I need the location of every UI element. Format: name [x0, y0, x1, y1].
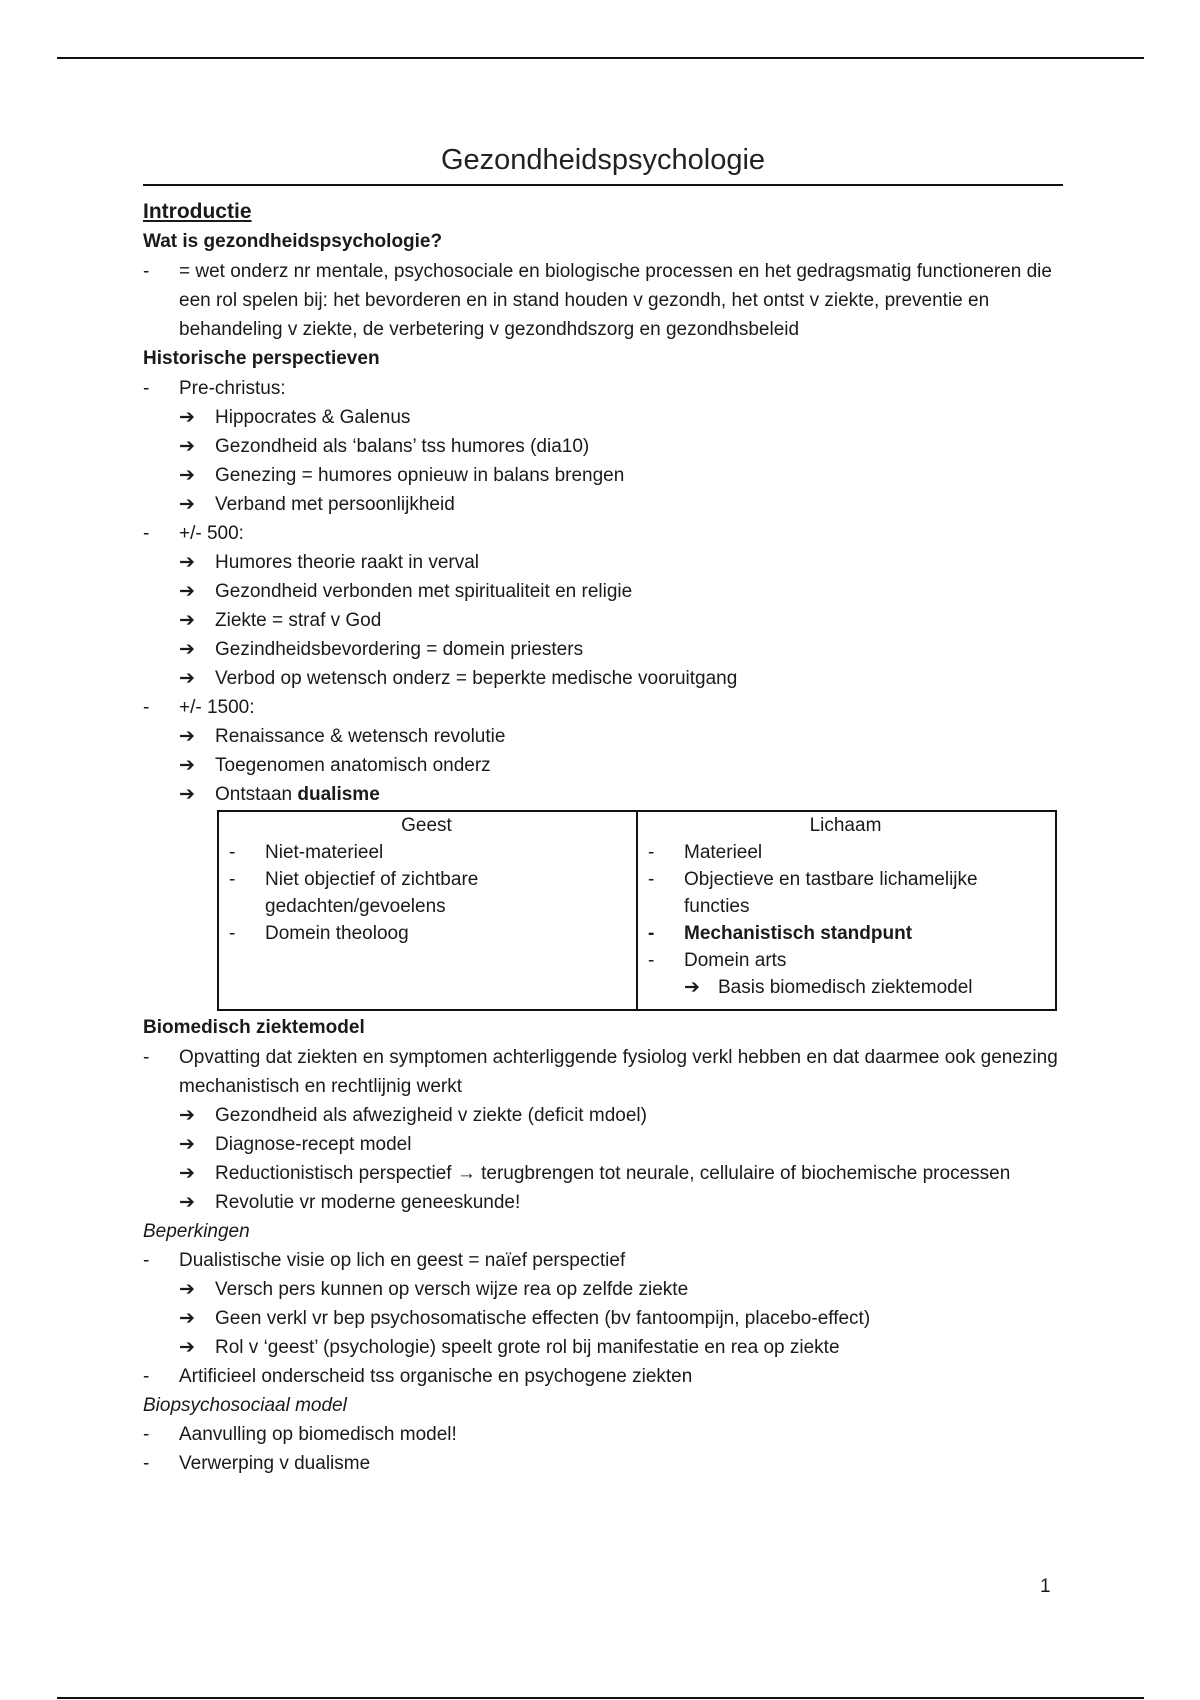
arrow-icon: ➔	[179, 494, 195, 515]
list-item: ➔ Diagnose-recept model	[143, 1130, 1063, 1159]
table-item: - Niet objectief of zichtbare gedachten/gevoelens	[227, 866, 626, 920]
period-label: - Pre-christus:	[143, 374, 1063, 403]
table-cell-mind	[218, 811, 637, 1010]
arrow-icon: ➔	[179, 1192, 195, 1213]
document-body	[143, 140, 1063, 1478]
table-item: - Materieel	[646, 839, 1045, 866]
list-item: ➔ Toegenomen anatomisch onderz	[143, 751, 1063, 780]
list-item: ➔ Ziekte = straf v God	[143, 606, 1063, 635]
list-item: ➔ Renaissance & wetensch revolutie	[143, 722, 1063, 751]
table-cell-body	[637, 811, 1056, 1010]
arrow-icon: ➔	[179, 639, 195, 660]
arrow-icon: ➔	[179, 1279, 195, 1300]
subheading-biopsychosocial: Biopsychosociaal model	[143, 1395, 347, 1416]
list-item: ➔ Genezing = humores opnieuw in balans brengen	[143, 461, 1063, 490]
subheading-question: Wat is gezondheidspsychologie?	[143, 231, 443, 252]
list-item: - Artificieel onderscheid tss organische en psychogene ziekten	[143, 1362, 1063, 1391]
list-item: ➔ Versch pers kunnen op versch wijze rea op zelfde ziekte	[143, 1275, 1063, 1304]
list-item: ➔ Rol v ‘geest’ (psychologie) speelt grote rol bij manifestatie en rea op ziekte	[143, 1333, 1063, 1362]
top-rule	[57, 57, 1144, 59]
arrow-icon: ➔	[179, 1134, 195, 1155]
arrow-icon: ➔	[179, 407, 195, 428]
page-number: 1	[1040, 1576, 1051, 1597]
arrow-icon: ➔	[179, 1163, 195, 1184]
list-item: ➔ Geen verkl vr bep psychosomatische effecten (bv fantoompijn, placebo-effect)	[143, 1304, 1063, 1333]
arrow-icon: ➔	[179, 465, 195, 486]
table-item: - Objectieve en tastbare lichamelijke functies	[646, 866, 1045, 920]
table-header-body: Lichaam	[809, 815, 882, 836]
table-item: - Mechanistisch standpunt	[646, 920, 1045, 947]
subheading-limitations: Beperkingen	[143, 1221, 250, 1242]
list-item: ➔ Gezondheid verbonden met spiritualiteit en religie	[143, 577, 1063, 606]
subheading-biomedical: Biomedisch ziektemodel	[143, 1017, 365, 1038]
arrow-icon: ➔	[684, 977, 700, 998]
list-item: ➔ Revolutie vr moderne geneeskunde!	[143, 1188, 1063, 1217]
dualism-table	[217, 810, 1057, 1011]
list-item: ➔ Gezondheid als afwezigheid v ziekte (deficit mdoel)	[143, 1101, 1063, 1130]
period-label: - +/- 1500:	[143, 693, 1063, 722]
list-item: - Opvatting dat ziekten en symptomen achterliggende fysiolog verkl hebben en dat daarmee ook genezing mechanistisch en rechtlijnig werkt	[143, 1043, 1063, 1101]
list-item: - Dualistische visie op lich en geest = naïef perspectief	[143, 1246, 1063, 1275]
list-item: ➔ Reductionistisch perspectief → terugbrengen tot neurale, cellulaire of biochemische processen	[143, 1159, 1063, 1188]
arrow-icon: ➔	[179, 668, 195, 689]
arrow-icon: ➔	[179, 1308, 195, 1329]
list-item: ➔ Gezindheidsbevordering = domein priesters	[143, 635, 1063, 664]
table-header-mind: Geest	[401, 815, 452, 836]
definition-item: - = wet onderz nr mentale, psychosociale en biologische processen en het gedragsmatig functioneren die een rol spelen bij: het bevorderen en in stand houden v gezondh, het ontst v ziekte, preventie en behandeling v ziekte, de verbetering v gezondhdszorg en gezondhsbeleid	[143, 257, 1063, 344]
page-title: Gezondheidspsychologie	[143, 140, 1063, 186]
arrow-icon: ➔	[179, 1337, 195, 1358]
arrow-icon: ➔	[179, 610, 195, 631]
list-item: ➔ Ontstaan dualisme	[143, 780, 1063, 809]
list-item: - Verwerping v dualisme	[143, 1449, 1063, 1478]
period-label: - +/- 500:	[143, 519, 1063, 548]
bottom-rule	[57, 1697, 1144, 1699]
list-item: ➔ Verband met persoonlijkheid	[143, 490, 1063, 519]
list-item: ➔ Humores theorie raakt in verval	[143, 548, 1063, 577]
arrow-icon: ➔	[179, 581, 195, 602]
arrow-icon: ➔	[179, 436, 195, 457]
section-heading-intro: Introductie	[143, 200, 252, 223]
table-item: - Niet-materieel	[227, 839, 626, 866]
subheading-history: Historische perspectieven	[143, 348, 380, 369]
arrow-icon: ➔	[179, 784, 195, 805]
arrow-icon: ➔	[179, 552, 195, 573]
arrow-icon: ➔	[179, 1105, 195, 1126]
table-item: - Domein theoloog	[227, 920, 626, 947]
arrow-icon: ➔	[179, 726, 195, 747]
table-arrow-item: ➔ Basis biomedisch ziektemodel	[646, 974, 1045, 1001]
list-item: - Aanvulling op biomedisch model!	[143, 1420, 1063, 1449]
list-item: ➔ Hippocrates & Galenus	[143, 403, 1063, 432]
list-item: ➔ Verbod op wetensch onderz = beperkte medische vooruitgang	[143, 664, 1063, 693]
arrow-icon: ➔	[179, 755, 195, 776]
table-item: - Domein arts	[646, 947, 1045, 974]
list-item: ➔ Gezondheid als ‘balans’ tss humores (dia10)	[143, 432, 1063, 461]
